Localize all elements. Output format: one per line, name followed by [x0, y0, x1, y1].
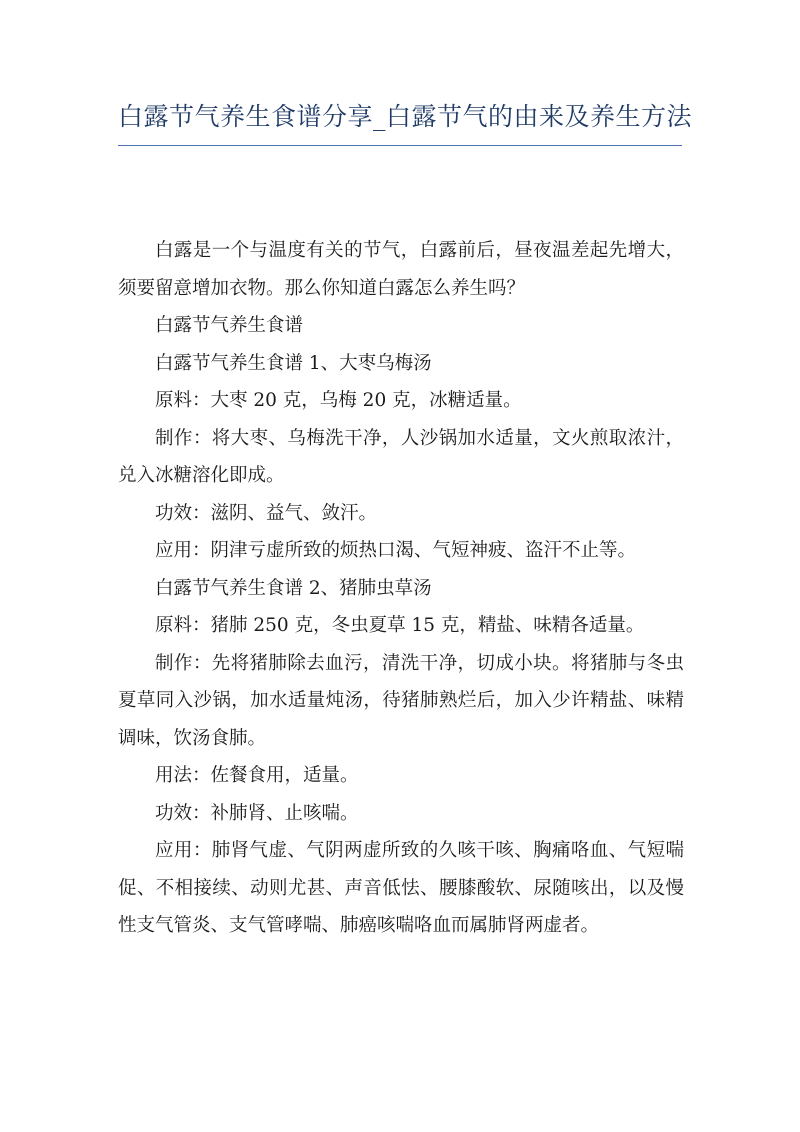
recipe-1-method: 制作：将大枣、乌梅洗干净，人沙锅加水适量，文火煎取浓汁，兑入冰糖溶化即成。 [118, 427, 684, 486]
recipe-1-effects: 功效：滋阴、益气、敛汗。 [155, 502, 378, 524]
recipe-1-application: 应用：阴津亏虚所致的烦热口渴、气短神疲、盗汗不止等。 [155, 540, 637, 561]
document-body [118, 232, 684, 945]
recipe-1-ingredients: 原料：大枣 20 克，乌梅 20 克，冰糖适量。 [155, 390, 522, 411]
title-underline [118, 145, 682, 146]
document-title: 白露节气养生食谱分享_白露节气的由来及养生方法 [118, 102, 693, 131]
intro-paragraph: 白露是一个与温度有关的节气，白露前后，昼夜温差起先增大，须要留意增加衣物。那么你知道白露怎么养生吗？ [118, 240, 684, 299]
recipe-2-effects: 功效：补肺肾、止咳喘。 [155, 802, 359, 824]
recipe-2-ingredients: 原料：猪肺 250 克，冬虫夏草 15 克，精盐、味精各适量。 [155, 615, 645, 636]
section-heading-recipes: 白露节气养生食谱 [155, 315, 304, 336]
recipe-2-application: 应用：肺肾气虚、气阴两虚所致的久咳干咳、胸痛咯血、气短喘促、不相接续、动则尤甚、声音低怯、腰膝酸软、尿随咳出，以及慢性支气管炎、支气管哮喘、肺癌咳喘咯血而属肺肾两虚者。 [118, 840, 684, 936]
recipe-2-method: 制作：先将猪肺除去血污，清洗干净，切成小块。将猪肺与冬虫夏草同入沙锅，加水适量炖汤，待猪肺熟烂后，加入少许精盐、味精调味，饮汤食肺。 [118, 652, 684, 749]
recipe-1-heading: 白露节气养生食谱 1、大枣乌梅汤 [155, 352, 432, 374]
recipe-2-heading: 白露节气养生食谱 2、猪肺虫草汤 [155, 577, 432, 599]
recipe-2-usage: 用法：佐餐食用，适量。 [155, 765, 359, 786]
